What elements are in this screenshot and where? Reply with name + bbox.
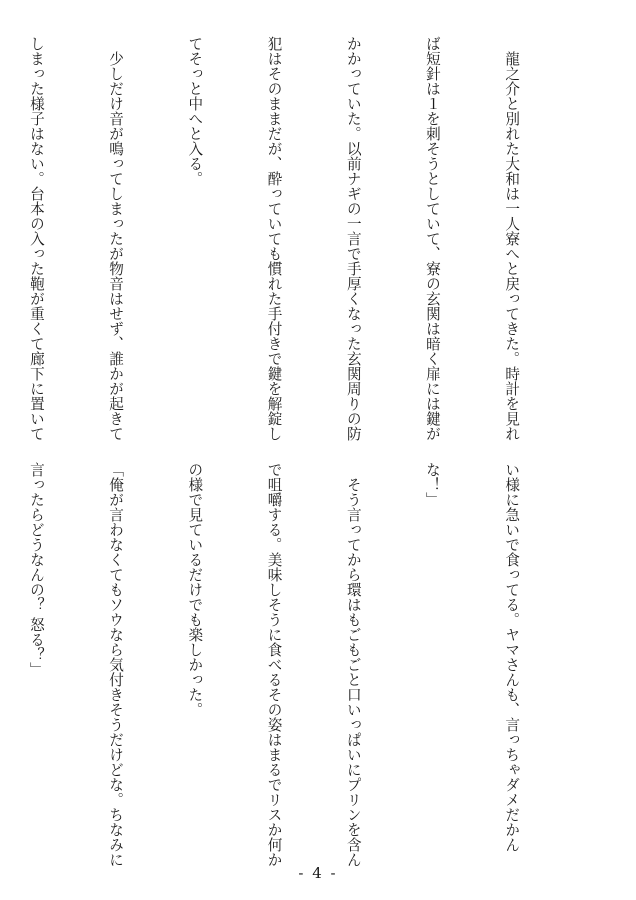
text-column: い様に急いで食ってる。ヤマさんも、言っちゃダメだかん	[503, 462, 521, 852]
text-column: な！」	[423, 462, 441, 507]
text-column: 少しだけ音が鳴ってしまったが物音はせず、誰かが起きて	[107, 36, 125, 441]
text-column: てそっと中へと入る。	[186, 36, 204, 186]
text-column: の様で見ているだけでも楽しかった。	[186, 462, 204, 717]
text-column: 「俺が言わなくてもソウなら気付きそうだけどな。ちなみに	[107, 462, 125, 867]
page-number: - 4 -	[298, 864, 338, 882]
text-column: ば短針は１を刺そうとしていて、寮の玄関は暗く扉には鍵が	[423, 36, 441, 441]
text-column: 言ったらどうなんの？ 怒る？」	[27, 462, 45, 678]
text-column: そう言ってから環はもごもごと口いっぱいにプリンを含ん	[344, 462, 362, 867]
text-column: しまった様子はない。台本の入った鞄が重くて廊下に置いて	[27, 36, 45, 441]
text-block-upper	[27, 36, 577, 448]
text-column: かかっていた。以前ナギの一言で手厚くなった玄関周りの防	[344, 36, 362, 441]
text-column: 龍之介と別れた大和は一人寮へと戻ってきた。時計を見れ	[503, 36, 521, 441]
text-column: で咀嚼する。美味しそうに食べるその姿はまるでリスか何か	[265, 462, 283, 867]
text-column: 犯はそのままだが、酔っていても慣れた手付きで鍵を解錠し	[265, 36, 283, 441]
text-block-lower	[27, 462, 577, 867]
